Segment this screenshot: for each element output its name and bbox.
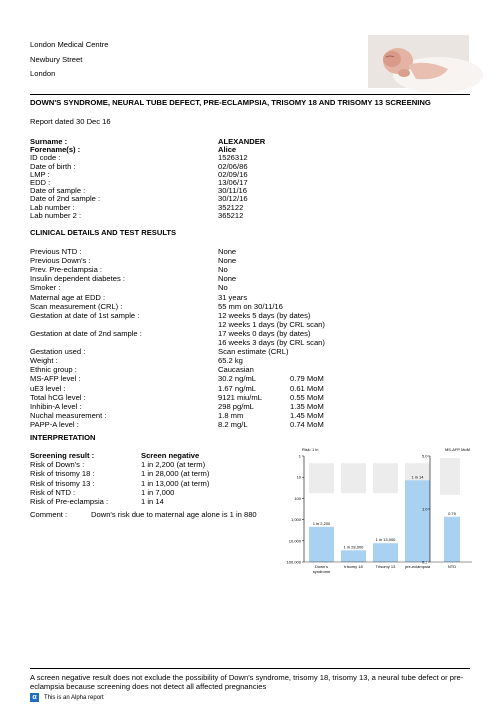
newborn-baby-photo — [368, 35, 469, 88]
mom-y-tick-label: 5.0 — [421, 453, 428, 459]
clinical-field-value: 9121 miu/mL — [218, 392, 262, 402]
interpretation-value: 1 in 13,000 (at term) — [141, 478, 210, 488]
risk-category-label: Down's — [315, 564, 328, 569]
patient-field-value: 30/11/16 — [218, 186, 247, 196]
risk-category-label: pre-eclampsia — [404, 564, 431, 569]
risk-bar — [341, 550, 366, 562]
clinical-field-label: Prev. Pre-eclampsia : — [30, 265, 103, 275]
mom-bar-label: 0.79 — [448, 510, 456, 516]
clinical-field-label: MS-AFP level : — [30, 374, 81, 384]
risk-y-tick-label: 1 — [298, 453, 301, 459]
risk-bar-label: 1 in 13,000 — [375, 537, 396, 543]
risk-y-tick-label: 10 — [296, 474, 301, 480]
clinical-field-label: uE3 level : — [30, 383, 66, 393]
mom-y-tick-label: 0.2 — [421, 559, 428, 565]
mom-panel-bg — [440, 458, 460, 495]
risk-category-label: trisomy 18 — [344, 564, 363, 569]
clinical-field-value: 298 pg/mL — [218, 401, 254, 411]
patient-field-label: Forename(s) : — [30, 145, 81, 155]
address-line: Newbury Street — [30, 54, 83, 64]
interpretation-value: 1 in 2,200 (at term) — [141, 460, 206, 470]
clinical-field-value: 30.2 ng/mL — [218, 374, 256, 384]
clinical-field-label: Gestation used : — [30, 347, 86, 357]
risk-panel-bg — [373, 463, 398, 493]
patient-field-label: EDD : — [30, 178, 51, 187]
interpretation-label: Risk of trisomy 13 : — [30, 478, 95, 488]
risk-panel-bg — [309, 463, 334, 493]
clinical-field-value: None — [218, 247, 237, 256]
address-block — [30, 38, 109, 82]
clinical-field-label: Scan measurement (CRL) : — [30, 301, 123, 311]
footer-divider — [30, 668, 470, 669]
header-divider — [30, 94, 470, 95]
clinical-field-value: No — [218, 265, 228, 275]
clinical-field-label: PAPP-A level : — [30, 419, 79, 429]
report-date: Report dated 30 Dec 16 — [30, 117, 111, 126]
clinical-field-mom: 1.45 MoM — [290, 410, 324, 420]
risk-y-tick-label: 1,000 — [290, 517, 301, 523]
clinical-field-label: Ethnic group : — [30, 365, 77, 375]
afp-mom-chart — [422, 444, 472, 580]
report-title: DOWN'S SYNDROME, NEURAL TUBE DEFECT, PRE-ECLAMPSIA, TRISOMY 18 AND TRISOMY 13 SCREENING — [30, 98, 431, 107]
risk-y-tick-label: 100 — [294, 495, 301, 501]
interpretation-label: Screening result : — [30, 451, 95, 460]
clinical-field-value: No — [218, 283, 228, 293]
patient-field-value: 1526312 — [218, 153, 248, 163]
clinical-field-value: 1.67 ng/mL — [218, 383, 256, 393]
patient-field-value: 13/06/17 — [218, 178, 248, 187]
clinical-field-label: Nuchal measurement : — [30, 410, 107, 420]
patient-field-value: 02/06/86 — [218, 161, 248, 171]
clinical-field-mom: 0.74 MoM — [290, 419, 324, 429]
risk-y-tick-label: 100,000 — [286, 559, 301, 565]
mom-y-tick-label: 1.0 — [421, 506, 428, 512]
clinical-field-label: Weight : — [30, 356, 58, 366]
patient-field-value: 352122 — [218, 202, 244, 212]
clinical-field-label: Gestation at date of 1st sample : — [30, 310, 140, 320]
clinical-field-mom: 1.35 MoM — [290, 401, 324, 411]
clinical-field-value: 8.2 mg/L — [218, 419, 248, 429]
address-line: London — [30, 69, 56, 78]
risk-bar-label: 1 in 28,000 — [343, 544, 364, 550]
risk-y-tick-label: 10,000 — [288, 538, 301, 544]
interpretation-value: 1 in 28,000 (at term) — [141, 469, 210, 479]
patient-field-label: Lab number : — [30, 202, 75, 212]
clinical-field-label: Previous NTD : — [30, 247, 82, 256]
risk-bar-label: 1 in 2,200 — [312, 520, 331, 526]
interpretation-label: Risk of NTD : — [30, 487, 76, 497]
clinical-field-value: 1.8 mm — [218, 410, 244, 420]
patient-field-label: Surname : — [30, 137, 68, 146]
risk-bar-label: 1 in 14 — [411, 474, 424, 480]
comment-label: Comment : — [30, 510, 68, 519]
risk-bar — [373, 543, 398, 562]
interpretation-value: 1 in 7,000 — [141, 487, 175, 497]
patient-field-label: Lab number 2 : — [30, 210, 82, 220]
mom-bar — [444, 517, 460, 562]
clinical-field-value: 17 weeks 0 days (by dates) — [218, 328, 311, 338]
clinical-field-value: Caucasian — [218, 365, 254, 375]
clinical-field-value: 31 years — [218, 292, 248, 302]
clinical-field-label: Previous Down's : — [30, 256, 91, 266]
footer-note: A screen negative result does not exclude the possibility of Down's syndrome, trisomy 18, trisomy 13, a neural tube defect or pre-eclampsia because screening does not detect all affected pregnancies — [30, 673, 464, 691]
interpretation-value: 1 in 14 — [141, 497, 164, 506]
patient-field-value: ALEXANDER — [218, 137, 266, 146]
clinical-field-mom: 0.79 MoM — [290, 374, 324, 384]
interpretation-value: Screen negative — [141, 451, 200, 460]
clinical-field-label: Gestation at date of 2nd sample : — [30, 328, 142, 338]
clinical-field-mom: 0.55 MoM — [290, 392, 324, 402]
clinical-field-value: 16 weeks 3 days (by CRL scan) — [218, 338, 325, 347]
address-line: London Medical Centre — [30, 40, 109, 49]
alpha-note: This is an Alpha report — [44, 695, 104, 701]
clinical-field-label: Smoker : — [30, 283, 61, 293]
interpretation-label: Risk of Pre-eclampsia : — [30, 497, 109, 506]
alpha-logo-icon: α — [30, 693, 39, 702]
clinical-field-value: 65.2 kg — [218, 356, 243, 366]
risk-chart — [280, 444, 431, 580]
clinical-heading: CLINICAL DETAILS AND TEST RESULTS — [30, 228, 177, 237]
patient-field-label: LMP : — [30, 169, 50, 179]
risk-bar — [309, 527, 334, 562]
patient-field-value: 02/09/16 — [218, 169, 248, 179]
patient-field-label: Date of birth : — [30, 161, 76, 171]
patient-field-label: ID code : — [30, 153, 61, 163]
clinical-field-mom: 0.61 MoM — [290, 383, 324, 393]
clinical-field-label: Insulin dependent diabetes : — [30, 274, 125, 284]
clinical-field-value: 12 weeks 1 days (by CRL scan) — [218, 319, 325, 329]
risk-panel-bg — [341, 463, 366, 493]
risk-category-label: syndrome — [312, 569, 331, 574]
clinical-field-value: Scan estimate (CRL) — [218, 347, 289, 357]
chart-title: MS-AFP MoM — [444, 447, 470, 452]
comment-text: Down's risk due to maternal age alone is 1 in 880 — [91, 510, 257, 519]
clinical-field-value: None — [218, 256, 237, 266]
mom-category-label: NTD — [447, 564, 457, 569]
interpretation-heading: INTERPRETATION — [30, 433, 96, 442]
interpretation-label: Risk of Down's : — [30, 460, 85, 470]
risk-category-label: Trisomy 13 — [375, 564, 396, 569]
patient-field-value: 365212 — [218, 210, 244, 220]
clinical-field-label: Total hCG level : — [30, 392, 86, 402]
patient-field-value: 30/12/16 — [218, 194, 248, 204]
clinical-field-value: None — [218, 274, 237, 284]
clinical-field-value: 12 weeks 5 days (by dates) — [218, 310, 311, 320]
interpretation-label: Risk of trisomy 18 : — [30, 469, 95, 479]
patient-field-value: Alice — [218, 145, 237, 155]
patient-field-label: Date of 2nd sample : — [30, 194, 101, 204]
chart-title: Risk: 1 in — [302, 447, 319, 452]
patient-field-label: Date of sample : — [30, 186, 86, 196]
clinical-field-label: Maternal age at EDD : — [30, 292, 106, 302]
clinical-field-label: Inhibin-A level : — [30, 401, 82, 411]
clinical-field-value: 55 mm on 30/11/16 — [218, 301, 283, 311]
